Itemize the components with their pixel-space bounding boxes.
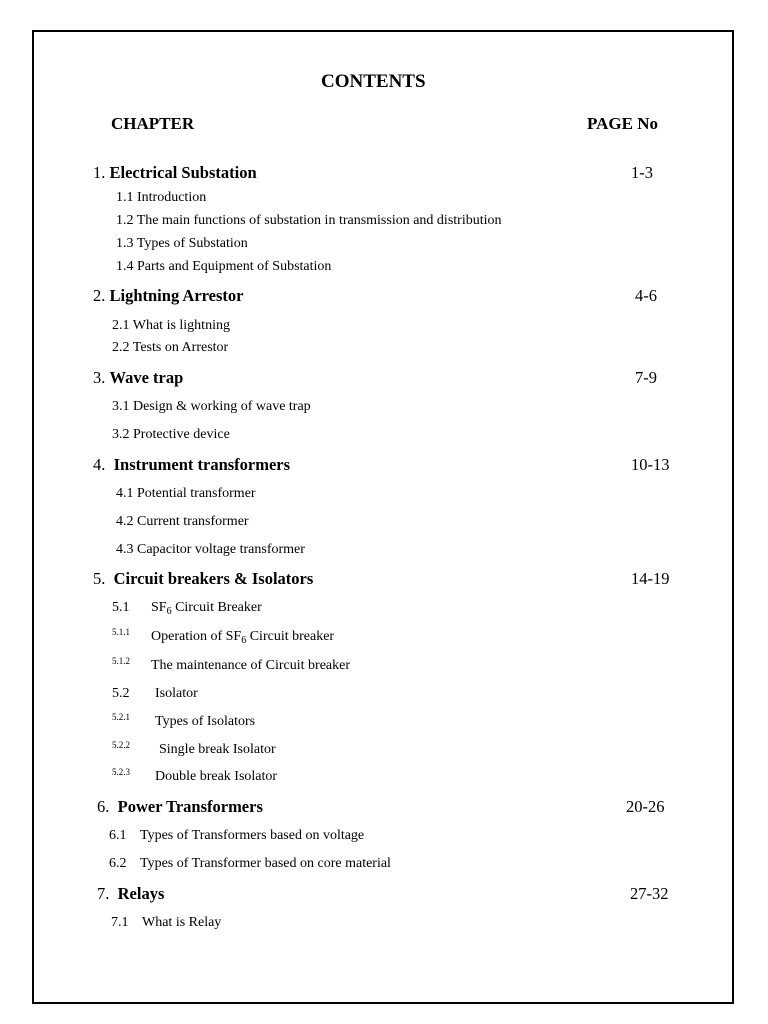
section-number: 5.1.2 [112,656,130,666]
chapter-pages: 14-19 [631,569,670,588]
section-entry: 1.2 The main functions of substation in transmission and distribution [116,213,502,228]
section-number: 5.1.1 [112,627,130,637]
chapter-number: 6. [97,797,110,816]
chapter-pages: 27-32 [630,884,669,903]
section-title: Operation of $SF_6$ Circuit breaker [151,629,335,646]
page-title: CONTENTS [321,71,426,92]
chapter-title: Circuit breakers & Isolators [113,569,314,588]
section-title: Types of Transformer based on core material [140,856,391,871]
section-title: Double break Isolator [155,769,278,784]
section-entry: 4.1 Potential transformer [116,486,256,501]
section-number: 5.2 [112,686,130,701]
section-number: 5.2.1 [112,712,130,722]
chapter-number: 2. [93,286,106,305]
section-title: Single break Isolator [159,742,276,757]
section-entry: 1.3 Types of Substation [116,236,248,251]
chapter-number: 7. [97,884,110,903]
chapter-title: Wave trap [109,368,184,387]
chapter-pages: 20-26 [626,797,665,816]
chapter-column-header: CHAPTER [111,114,195,133]
section-title: The maintenance of Circuit breaker [151,658,351,673]
chapter-title: Power Transformers [117,797,263,816]
chapter-heading [93,571,313,588]
chapter-number: 3. [93,368,106,387]
chapter-title: Electrical Substation [109,163,257,182]
chapter-heading [93,288,244,305]
chapter-pages: 7-9 [635,368,657,387]
chapter-pages: 1-3 [631,163,653,182]
page-column-header: PAGE No [587,114,658,133]
section-number: 5.1 [112,600,130,615]
section-entry: 3.2 Protective device [112,427,230,442]
section-entry: 4.3 Capacitor voltage transformer [116,542,305,557]
chapter-title: Relays [117,884,165,903]
section-entry: 2.2 Tests on Arrestor [112,340,229,355]
chapter-heading [97,799,263,816]
section-number: 7.1 [111,915,129,930]
section-number: 6.1 [109,828,127,843]
chapter-title: Instrument transformers [113,455,291,474]
chapter-heading [97,886,164,903]
chapter-heading [93,370,183,387]
section-number: 6.2 [109,856,127,871]
section-title: What is Relay [142,915,222,930]
chapter-number: 4. [93,455,106,474]
section-entry: 1.4 Parts and Equipment of Substation [116,259,332,274]
chapter-heading [93,165,257,182]
section-entry: 1.1 Introduction [116,190,207,205]
section-title: Types of Transformers based on voltage [140,828,365,843]
chapter-pages: 4-6 [635,286,657,305]
section-entry: 2.1 What is lightning [112,318,230,333]
section-title: Types of Isolators [155,714,256,729]
chapter-number: 5. [93,569,106,588]
section-title: $SF_6$ Circuit Breaker [151,600,262,617]
section-entry: 4.2 Current transformer [116,514,249,529]
chapter-heading [93,457,290,474]
section-number: 5.2.3 [112,767,130,777]
section-number: 5.2.2 [112,740,130,750]
chapter-pages: 10-13 [631,455,670,474]
chapter-number: 1. [93,163,106,182]
section-title: Isolator [155,686,198,701]
chapter-title: Lightning Arrestor [109,286,244,305]
section-entry: 3.1 Design & working of wave trap [112,399,311,414]
